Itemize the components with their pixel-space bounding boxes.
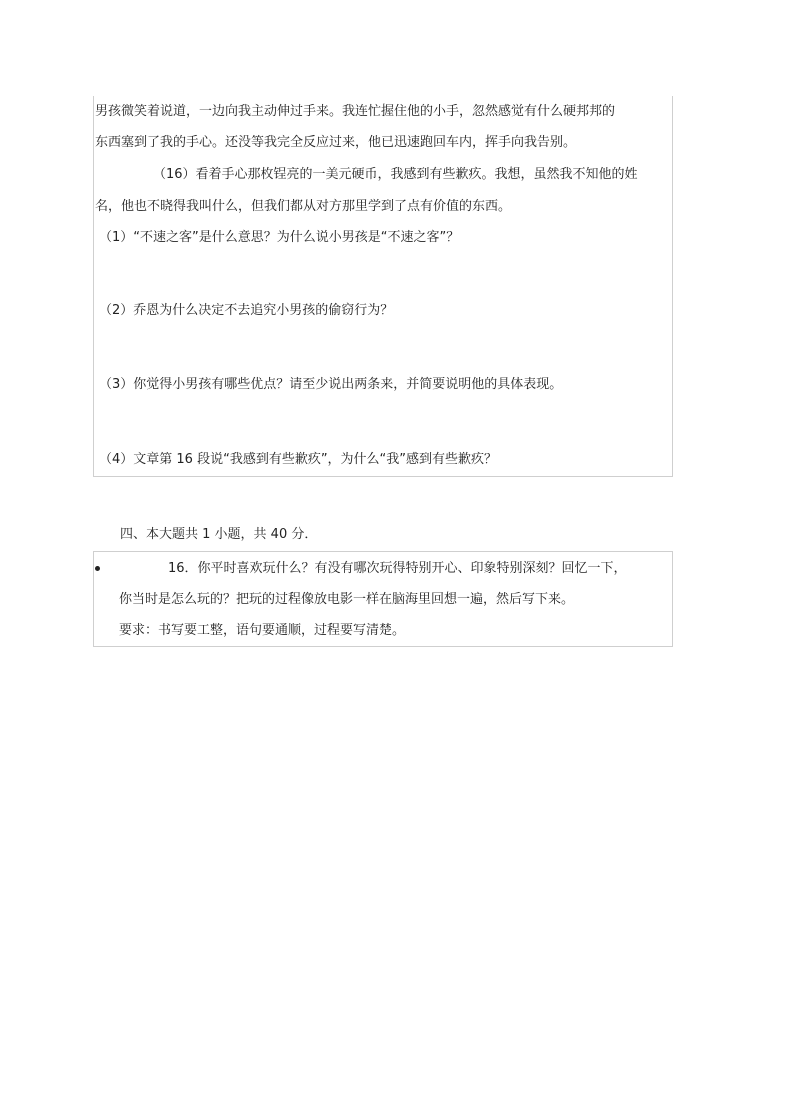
question-2: （2）乔恩为什么决定不去追究小男孩的偷窃行为？ [99, 303, 394, 318]
section-title: 四、本大题共 1 小题，共 40 分． [120, 527, 318, 542]
reading-passage-box [93, 96, 673, 477]
requirement-line: 要求：书写要工整，语句要通顺，过程要写清楚。 [119, 623, 406, 638]
passage-line-1: 男孩微笑着说道，一边向我主动伸过手来。我连忙握住他的小手，忽然感觉有什么硬邦邦的 [95, 104, 616, 119]
bullet-icon [95, 566, 100, 571]
passage-line-3: （16）看着手心那枚锃亮的一美元硬币，我感到有些歉疚。我想，虽然我不知他的姓 [153, 167, 638, 182]
passage-line-2: 东西塞到了我的手心。还没等我完全反应过来，他已迅速跑回车内，挥手向我告别。 [95, 135, 577, 150]
prompt-line-1: 16．你平时喜欢玩什么？有没有哪次玩得特别开心、印象特别深刻？回忆一下， [168, 561, 627, 576]
prompt-line-2: 你当时是怎么玩的？把玩的过程像放电影一样在脑海里回想一遍，然后写下来。 [119, 592, 575, 607]
question-4: （4）文章第 16 段说“我感到有些歉疚”，为什么“我”感到有些歉疚？ [99, 452, 498, 467]
question-3: （3）你觉得小男孩有哪些优点？请至少说出两条来，并简要说明他的具体表现。 [99, 377, 563, 392]
question-1: （1）“不速之客”是什么意思？为什么说小男孩是“不速之客”？ [99, 230, 460, 245]
passage-line-4: 名，他也不晓得我叫什么，但我们都从对方那里学到了点有价值的东西。 [95, 199, 512, 214]
